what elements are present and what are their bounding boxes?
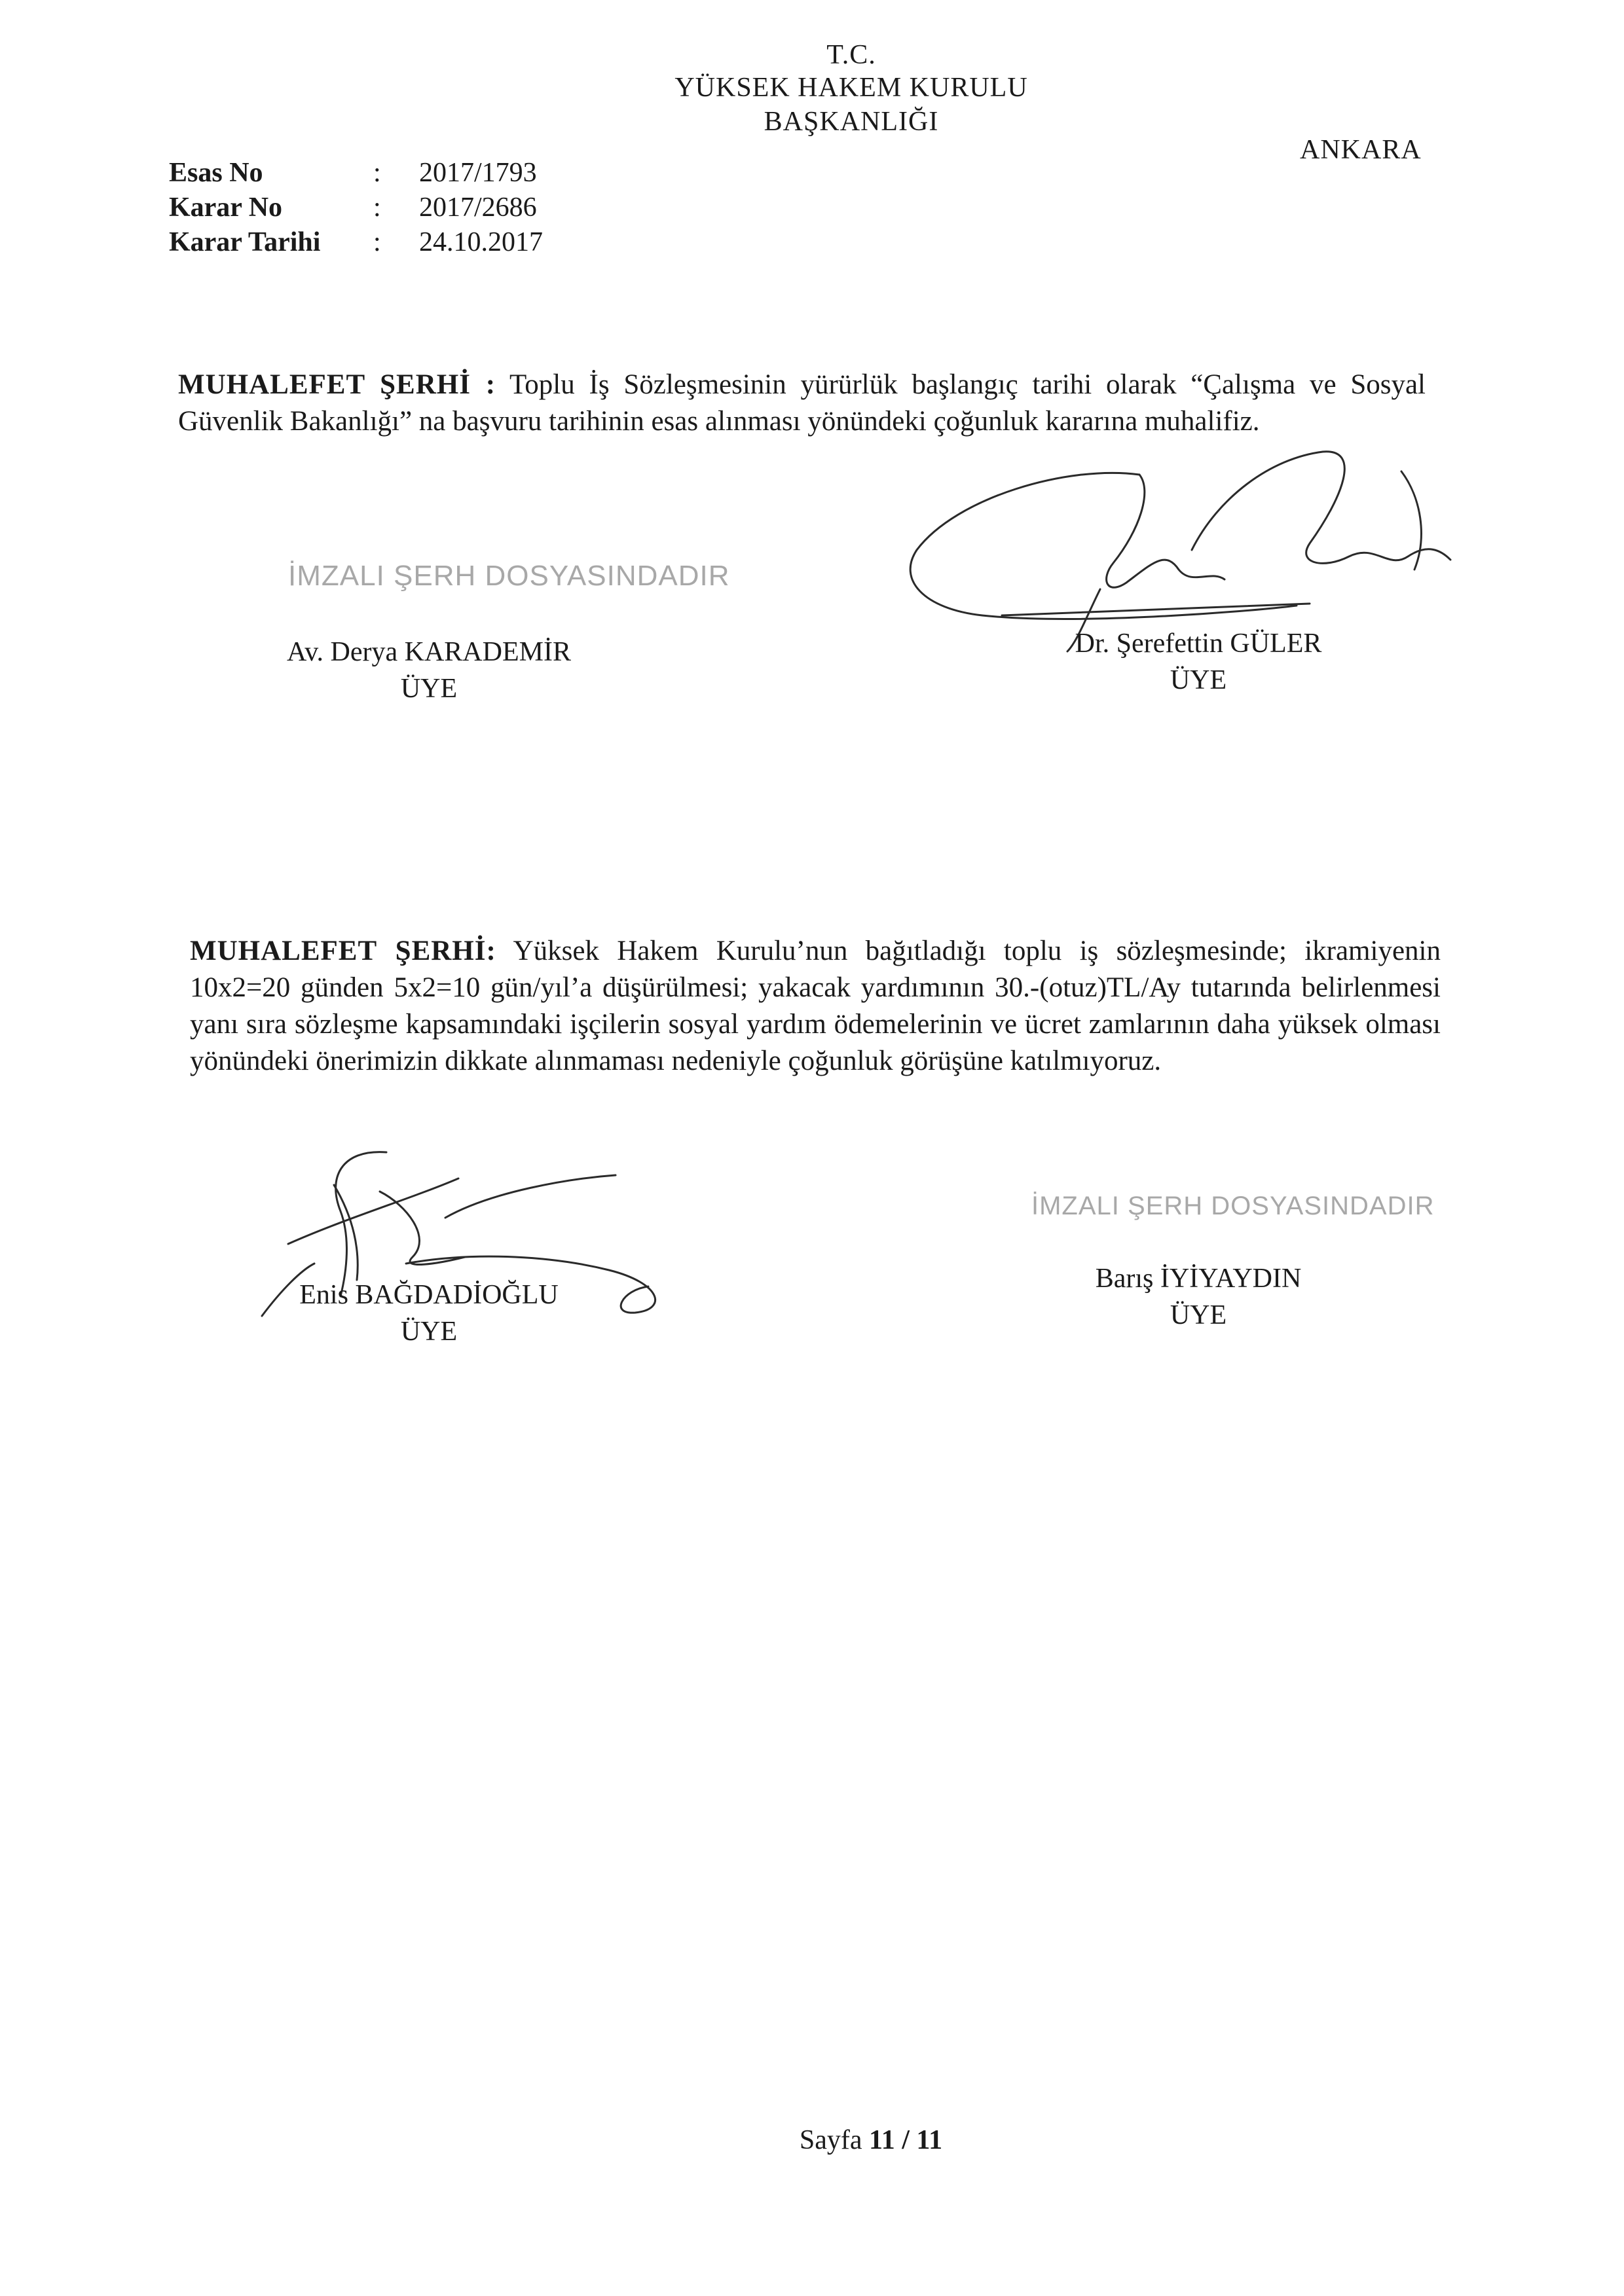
dissent-opinion-2 xyxy=(190,933,1441,1080)
page-number xyxy=(720,2124,1022,2156)
signer-karademir xyxy=(216,634,642,707)
meta-karar-row xyxy=(169,192,537,223)
meta-tarih-row xyxy=(169,227,543,258)
dissent-text-2: Yüksek Hakem Kurulu’nun bağıtladığı toplu iş sözleşmesinde; ikramiyenin 10x2=20 günden 5x2=10 gün/yıl’a düşürülmesi; yakacak yardımının 30.-(otuz)TL/Ay tutarında belirlenmesi yanı sıra sözleşme kapsamındaki işçilerin sosyal yardım ödemelerinin ve ücret zamlarının daha yüksek olması yönündeki önerimizin dikkate alınmaması nedeniyle çoğunluk görüşüne katılmıyoruz. xyxy=(190,936,1441,1076)
meta-esas-sep: : xyxy=(373,158,381,188)
signer-bagdadioglu xyxy=(223,1277,635,1350)
meta-karar-sep: : xyxy=(373,192,381,223)
signer-karademir-role: ÜYE xyxy=(400,674,458,704)
meta-karar-label: Karar No xyxy=(169,192,283,223)
signer-bagdadioglu-name: Enis BAĞDADİOĞLU xyxy=(299,1280,559,1310)
signed-stamp-right-2: İMZALI ŞERH DOSYASINDADIR xyxy=(1031,1192,1435,1220)
signer-guler-role: ÜYE xyxy=(1170,665,1227,695)
meta-tarih-value: 24.10.2017 xyxy=(419,227,543,257)
dissent-heading-1: MUHALEFET ŞERHİ : xyxy=(178,369,496,400)
meta-tarih-sep: : xyxy=(373,227,381,257)
page-sep: / xyxy=(902,2125,910,2155)
header-institution: YÜKSEK HAKEM KURULU xyxy=(674,73,1028,103)
page-prefix: Sayfa xyxy=(799,2125,862,2155)
meta-esas-label: Esas No xyxy=(169,158,263,188)
signer-guler-name: Dr. Şerefettin GÜLER xyxy=(1075,629,1322,659)
signer-bagdadioglu-role: ÜYE xyxy=(400,1317,458,1347)
meta-tarih-label: Karar Tarihi xyxy=(169,227,321,257)
signer-iyiyaydin-role: ÜYE xyxy=(1170,1300,1227,1330)
header-presidency: BAŞKANLIĞI xyxy=(764,107,939,137)
signed-stamp-left-1: İMZALI ŞERH DOSYASINDADIR xyxy=(288,560,730,592)
header-city: ANKARA xyxy=(1300,135,1422,165)
signer-karademir-name: Av. Derya KARADEMİR xyxy=(287,637,571,667)
meta-esas-row xyxy=(169,157,537,189)
signer-guler xyxy=(995,625,1401,699)
header-tc: T.C. xyxy=(826,40,876,70)
page-current: 11 xyxy=(869,2125,895,2155)
dissent-heading-2: MUHALEFET ŞERHİ: xyxy=(190,936,496,966)
meta-karar-value: 2017/2686 xyxy=(419,192,537,223)
signer-iyiyaydin-name: Barış İYİYAYDIN xyxy=(1095,1264,1302,1294)
signature-guler xyxy=(904,419,1493,655)
page-total: 11 xyxy=(916,2125,943,2155)
signer-iyiyaydin xyxy=(982,1260,1414,1334)
meta-esas-value: 2017/1793 xyxy=(419,158,537,188)
dissent-text-1: Toplu İş Sözleşmesinin yürürlük başlangıç tarihi olarak “Çalışma ve Sosyal Güvenlik Bakanlığı” na başvuru tarihinin esas alınması yönündeki çoğunluk kararına muhalifiz. xyxy=(178,369,1426,437)
